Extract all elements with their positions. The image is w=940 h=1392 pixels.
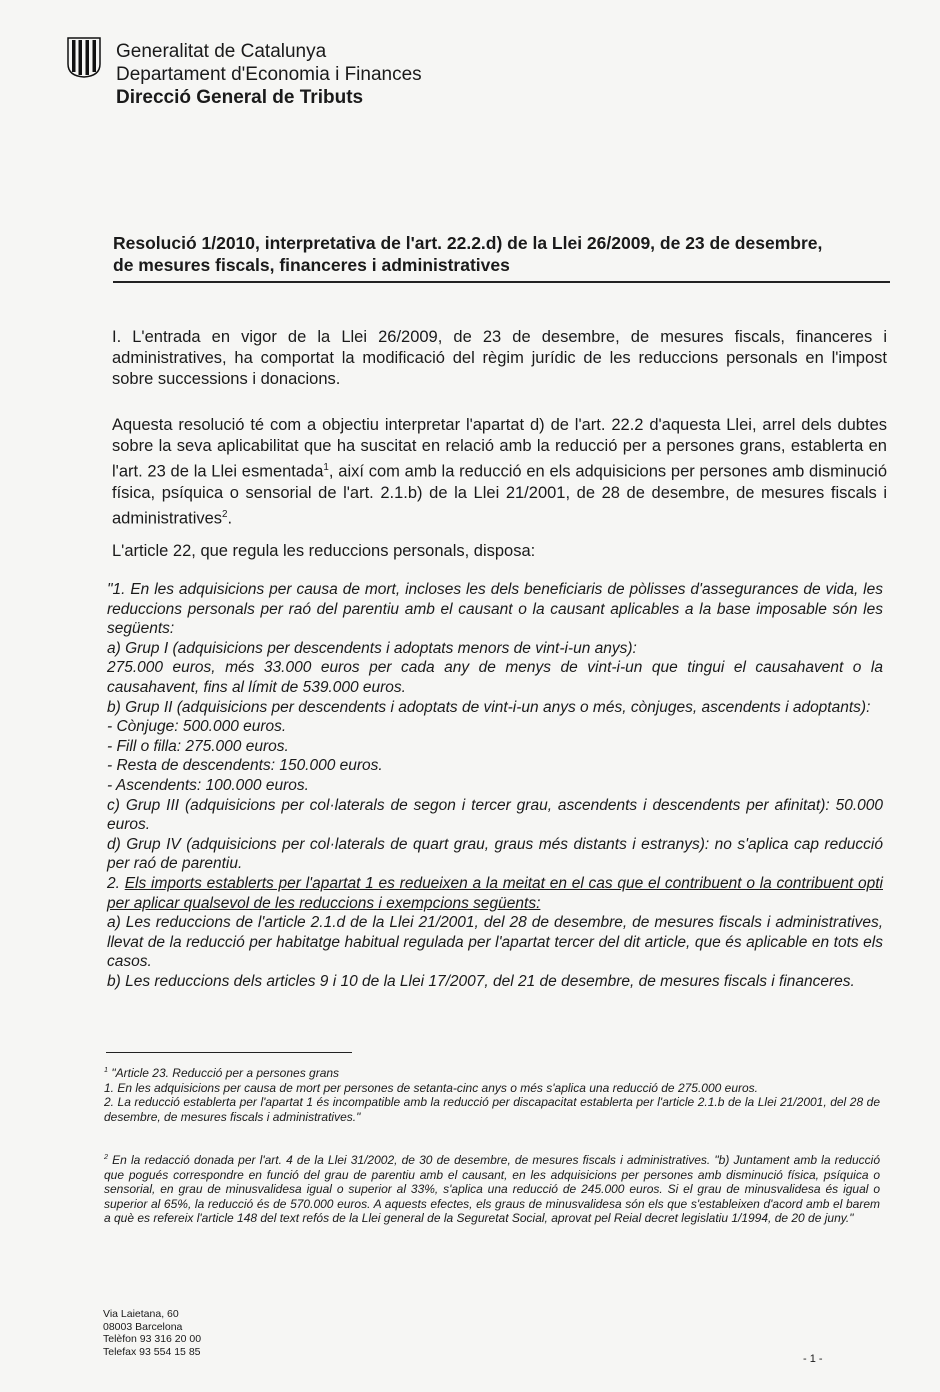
paragraph-2	[112, 415, 887, 529]
quote-line: a) Les reduccions de l'article 2.1.d de la Llei 21/2001, del 28 de desembre, de mesures fiscals i administratives, llevat de la reducció per habitatge habitual regulada per l'apartat tercer del dit article, que és aplicable en tots els casos.	[107, 914, 883, 971]
footer-fax-line: Telefax 93 554 15 85	[103, 1345, 201, 1358]
quote-line	[107, 874, 883, 913]
title-divider	[113, 281, 890, 283]
footer-address-line: Via Laietana, 60	[103, 1308, 179, 1320]
quote-line: b) Grup II (adquisicions per descendents i adoptats de vint-i-un anys o més, cònjuges, ascendents i adoptants):	[107, 698, 871, 716]
paragraph-1: I. L'entrada en vigor de la Llei 26/2009, de 23 de desembre, de mesures fiscals, financeres i administratives, ha comportat la modificació del règim jurídic de les reduccions personals en l'impost sobre successions i donacions.	[112, 328, 887, 388]
footnote-1-title-text: "Article 23. Reducció per a persones grans	[111, 1066, 340, 1080]
footnote-1	[104, 1063, 880, 1124]
footnote-2-text: En la redacció donada per l'art. 4 de la Llei 31/2002, de 30 de desembre, de mesures fiscals i administratives. "b) Juntament amb la reducció que pogués correspondre en funció del grau de parentiu amb el causant, en les adquisicions per persones amb disminució física, psíquica o sensorial, en grau de minusvalidesa igual o superior al 33%, s'aplica una reducció de 245.000 euros. Si el grau de minusvalidesa és igual o superior al 65%, la reducció és de 570.000 euros. A aquests efectes, els graus de minusvalidesa són els que s'estableixen d'acord amb el barem a què es refereix l'article 148 del text refós de la Llei general de la Seguretat Social, aprovat pel Reial decret legislatiu 1/1994, de 20 de juny."	[104, 1153, 880, 1225]
footnote-ref-2: 2	[222, 508, 228, 520]
footnote-ref-1: 1	[323, 462, 329, 473]
quoted-article-22	[107, 580, 883, 991]
quote-line-prefix: 2.	[107, 874, 125, 892]
document-title-line-2: de mesures fiscals, financeres i administratives	[113, 255, 510, 275]
paragraph-3: L'article 22, que regula les reduccions personals, disposa:	[112, 542, 536, 560]
footnote-1-mark: 1	[104, 1065, 108, 1074]
letterhead-line-2: Departament d'Economia i Finances	[116, 64, 422, 85]
quote-line: - Resta de descendents: 150.000 euros.	[107, 757, 383, 775]
document-title-line-1: Resolució 1/2010, interpretativa de l'art. 22.2.d) de la Llei 26/2009, de 23 de desembre,	[113, 233, 823, 253]
letterhead	[116, 40, 422, 109]
footnote-1-item-1: 1. En les adquisicions per causa de mort per persones de setanta-cinc anys o més s'aplica una reducció de 275.000 euros.	[104, 1080, 759, 1095]
paragraph-2-part-a: Aquesta resolució té com a objectiu interpretar l'apartat d) de l'art. 22.2 d'aquesta Llei, arrel dels dubtes sobre la seva aplicabilitat que ha suscitat en relació amb la reducció per a persones grans, establerta en l'art. 23 de la Llei esmentada	[112, 416, 887, 481]
footnote-2	[104, 1150, 880, 1226]
paragraph-2-part-c: .	[227, 509, 233, 527]
quote-line: c) Grup III (adquisicions per col·laterals de segon i tercer grau, ascendents i descendents per afinitat): 50.000 euros.	[107, 796, 883, 834]
quote-line: - Cònjuge: 500.000 euros.	[107, 718, 287, 736]
paragraph-2-part-b: , així com amb la reducció en els adquisicions per persones amb disminució física, psíquica o sensorial de l'art. 2.1.b) de la Llei 21/2001, de 28 de desembre, de mesures fiscals i administratives	[112, 462, 887, 527]
letterhead-line-3: Direcció General de Tributs	[116, 87, 364, 108]
footnote-divider	[106, 1052, 352, 1053]
footnote-1-item-2: 2. La reducció establerta per l'apartat 1 és incompatible amb la reducció per discapacitat establerta per l'article 2.1.b de la Llei 21/2001, del 28 de desembre, de mesures fiscals i administratives."	[104, 1095, 880, 1124]
quote-line: - Ascendents: 100.000 euros.	[107, 776, 309, 794]
quote-line: - Fill o filla: 275.000 euros.	[107, 737, 289, 755]
quote-underlined-text: Els imports establerts per l'apartat 1 es redueixen a la meitat en el cas que el contribuent o la contribuent opti per aplicar qualsevol de les reduccions i exempcions següents:	[107, 874, 884, 912]
catalan-flag-emblem-icon	[66, 36, 102, 78]
address-footer	[103, 1308, 201, 1358]
letterhead-line-1: Generalitat de Catalunya	[116, 41, 327, 62]
footer-phone-line: Telèfon 93 316 20 00	[103, 1333, 202, 1346]
footnote-1-title	[104, 1063, 880, 1081]
footnote-2-mark: 2	[104, 1152, 108, 1161]
quote-line: "1. En les adquisicions per causa de mort, incloses les dels beneficiaris de pòlisses d'assegurances de vida, les reduccions personals per raó del parentiu amb el causant o la causant aplicables a la base imposable són les següents:	[107, 581, 883, 638]
quote-line: 275.000 euros, més 33.000 euros per cada any de menys de vint-i-un que tingui el causahavent o la causahavent, fins al límit de 539.000 euros.	[107, 659, 883, 696]
footer-city-line: 08003 Barcelona	[103, 1320, 183, 1333]
page-number: - 1 -	[803, 1353, 823, 1365]
document-title	[113, 232, 889, 276]
quote-line: b) Les reduccions dels articles 9 i 10 de la Llei 17/2007, del 21 de desembre, de mesures fiscals i financeres.	[107, 972, 855, 990]
quote-line: d) Grup IV (adquisicions per col·laterals de quart grau, graus més distants i estranys): no s'aplica cap reducció per raó de parentiu.	[107, 835, 883, 873]
quote-line: a) Grup I (adquisicions per descendents i adoptats menors de vint-i-un anys):	[107, 639, 637, 657]
